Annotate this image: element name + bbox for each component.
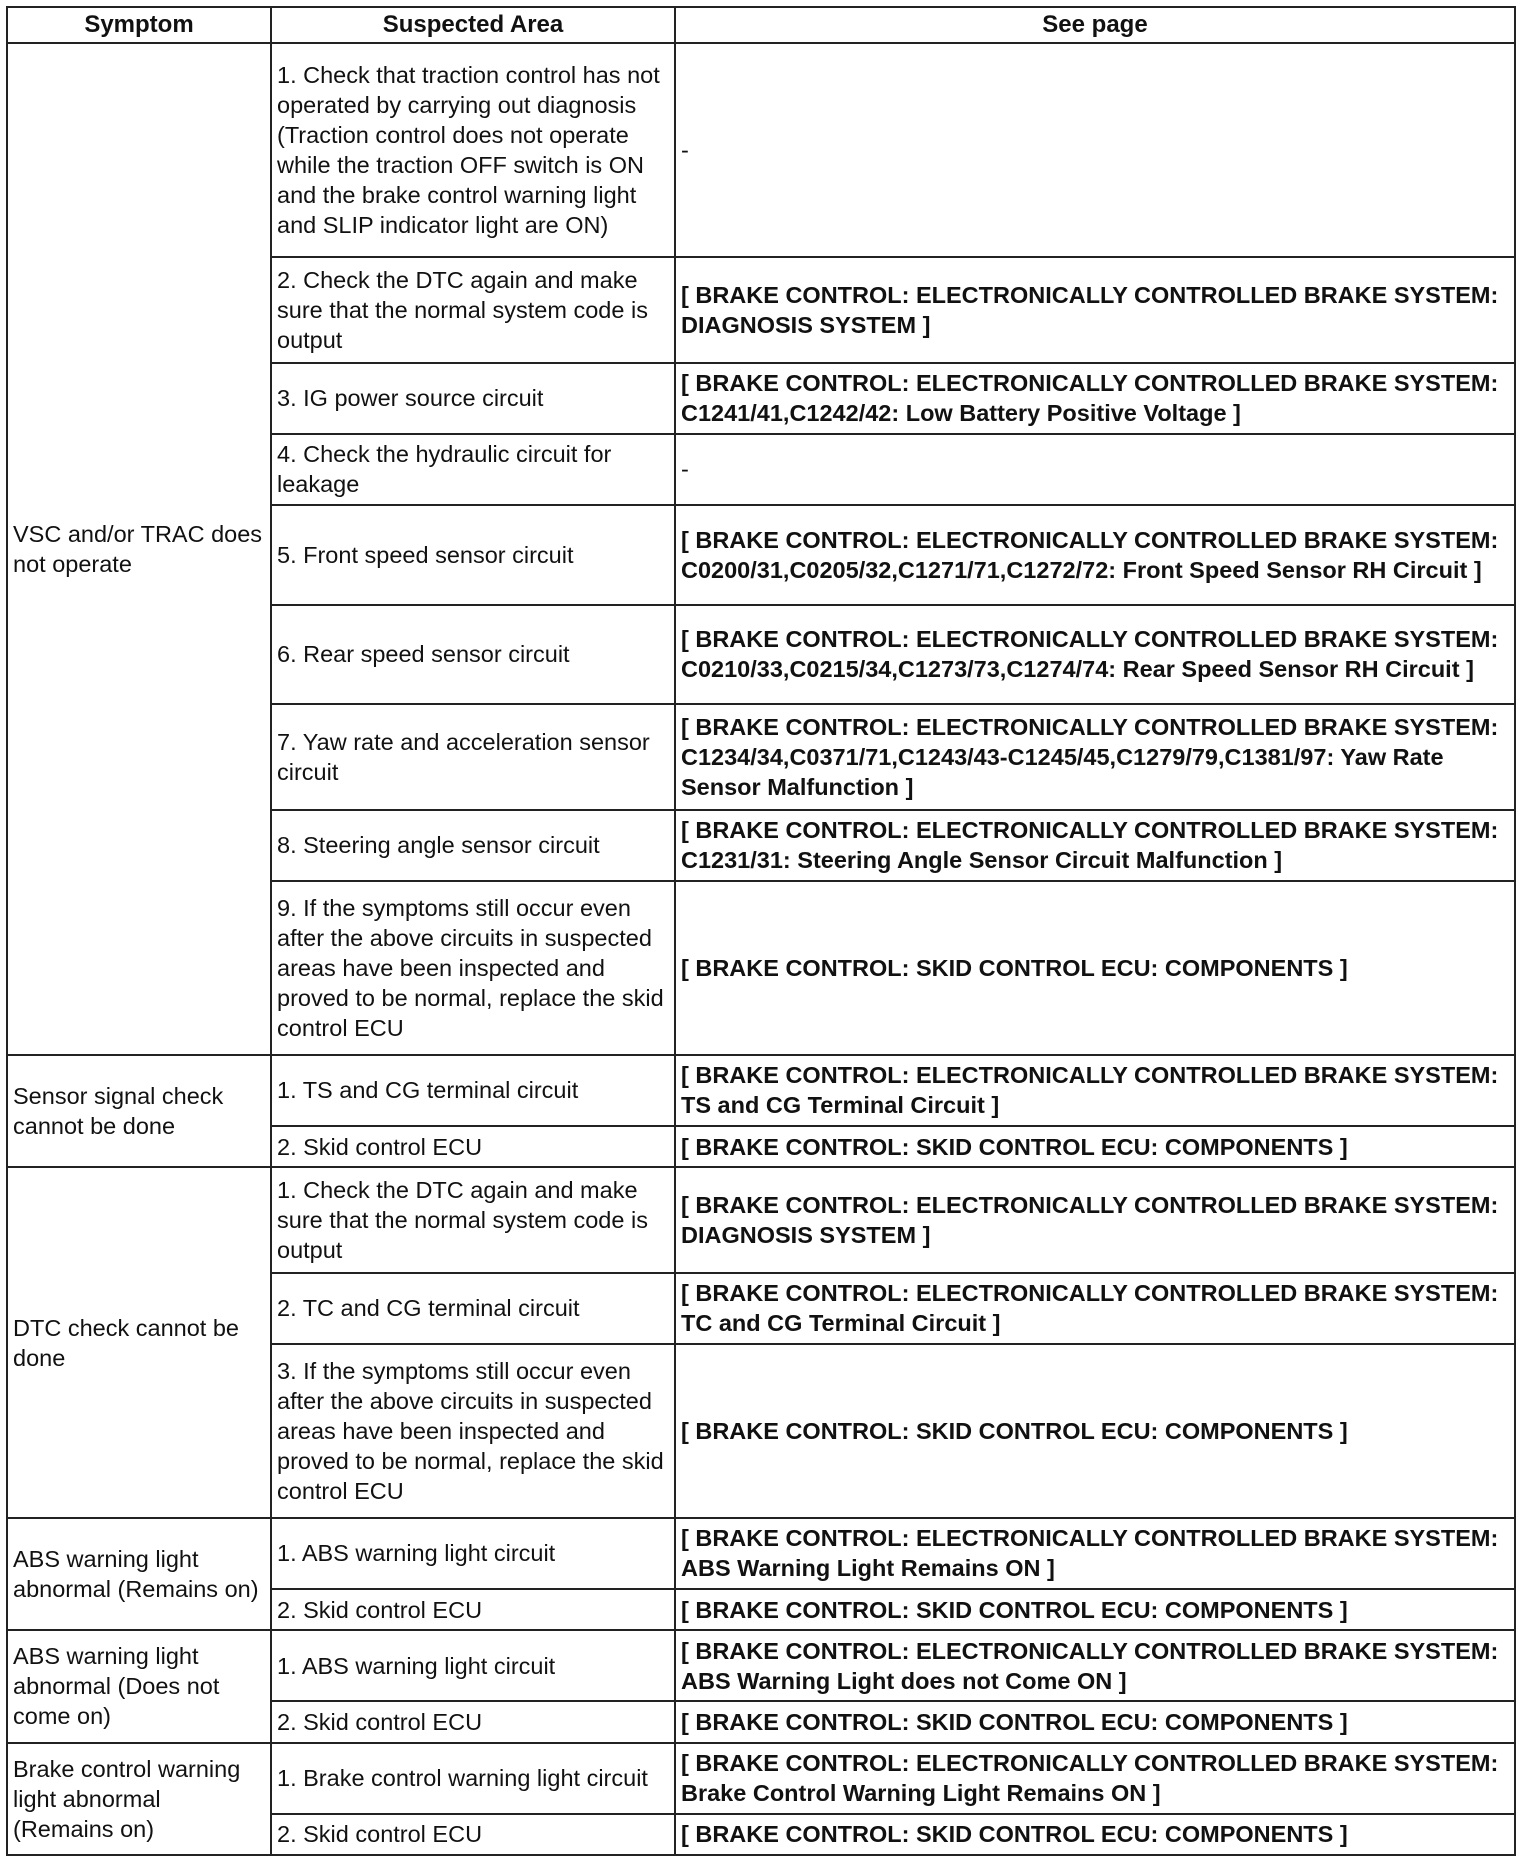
suspected-area-cell: 6. Rear speed sensor circuit xyxy=(271,605,675,705)
see-page-cell: [ BRAKE CONTROL: ELECTRONICALLY CONTROLLED BRAKE SYSTEM: ABS Warning Light Remains ON ] xyxy=(675,1518,1515,1589)
symptom-cell: Sensor signal check cannot be done xyxy=(7,1055,271,1167)
symptom-cell: ABS warning light abnormal (Does not come on) xyxy=(7,1630,271,1742)
suspected-area-cell: 2. Skid control ECU xyxy=(271,1701,675,1742)
see-page-cell: [ BRAKE CONTROL: ELECTRONICALLY CONTROLLED BRAKE SYSTEM: TC and CG Terminal Circuit ] xyxy=(675,1273,1515,1344)
suspected-area-cell: 1. ABS warning light circuit xyxy=(271,1518,675,1589)
see-page-cell: [ BRAKE CONTROL: SKID CONTROL ECU: COMPONENTS ] xyxy=(675,1126,1515,1167)
header-symptom: Symptom xyxy=(7,7,271,43)
see-page-cell: - xyxy=(675,43,1515,257)
see-page-cell: [ BRAKE CONTROL: SKID CONTROL ECU: COMPONENTS ] xyxy=(675,1814,1515,1855)
suspected-area-cell: 1. ABS warning light circuit xyxy=(271,1630,675,1701)
see-page-cell: [ BRAKE CONTROL: ELECTRONICALLY CONTROLLED BRAKE SYSTEM: C1234/34,C0371/71,C1243/43-C1245/45,C1279/79,C1381/97: Yaw Rate Sensor Malfunction ] xyxy=(675,704,1515,809)
suspected-area-cell: 1. TS and CG terminal circuit xyxy=(271,1055,675,1126)
suspected-area-cell: 1. Check that traction control has not operated by carrying out diagnosis (Traction control does not operate while the traction OFF switch is ON and the brake control warning light and SLIP indicator light are ON) xyxy=(271,43,675,257)
symptom-cell: ABS warning light abnormal (Remains on) xyxy=(7,1518,271,1630)
suspected-area-cell: 1. Brake control warning light circuit xyxy=(271,1743,675,1814)
suspected-area-cell: 9. If the symptoms still occur even after the above circuits in suspected areas have been inspected and proved to be normal, replace the skid control ECU xyxy=(271,881,675,1055)
see-page-cell: [ BRAKE CONTROL: ELECTRONICALLY CONTROLLED BRAKE SYSTEM: ABS Warning Light does not Come ON ] xyxy=(675,1630,1515,1701)
see-page-cell: - xyxy=(675,434,1515,505)
suspected-area-cell: 3. IG power source circuit xyxy=(271,363,675,434)
table-row xyxy=(7,1167,1515,1272)
see-page-cell: [ BRAKE CONTROL: ELECTRONICALLY CONTROLLED BRAKE SYSTEM: TS and CG Terminal Circuit ] xyxy=(675,1055,1515,1126)
header-row xyxy=(7,7,1515,43)
see-page-cell: [ BRAKE CONTROL: ELECTRONICALLY CONTROLLED BRAKE SYSTEM: DIAGNOSIS SYSTEM ] xyxy=(675,1167,1515,1272)
suspected-area-cell: 2. Skid control ECU xyxy=(271,1814,675,1855)
table-row xyxy=(7,1630,1515,1701)
suspected-area-cell: 2. Skid control ECU xyxy=(271,1589,675,1630)
table-row xyxy=(7,1743,1515,1814)
see-page-cell: [ BRAKE CONTROL: ELECTRONICALLY CONTROLLED BRAKE SYSTEM: C1231/31: Steering Angle Sensor Circuit Malfunction ] xyxy=(675,810,1515,881)
symptom-cell: VSC and/or TRAC does not operate xyxy=(7,43,271,1055)
suspected-area-cell: 8. Steering angle sensor circuit xyxy=(271,810,675,881)
header-see-page: See page xyxy=(675,7,1515,43)
see-page-cell: [ BRAKE CONTROL: ELECTRONICALLY CONTROLLED BRAKE SYSTEM: DIAGNOSIS SYSTEM ] xyxy=(675,257,1515,362)
table-row xyxy=(7,43,1515,257)
header-suspected-area: Suspected Area xyxy=(271,7,675,43)
symptom-table xyxy=(6,6,1516,1856)
see-page-cell: [ BRAKE CONTROL: SKID CONTROL ECU: COMPONENTS ] xyxy=(675,1701,1515,1742)
see-page-cell: [ BRAKE CONTROL: SKID CONTROL ECU: COMPONENTS ] xyxy=(675,1589,1515,1630)
suspected-area-cell: 2. Check the DTC again and make sure that the normal system code is output xyxy=(271,257,675,362)
suspected-area-cell: 2. TC and CG terminal circuit xyxy=(271,1273,675,1344)
suspected-area-cell: 1. Check the DTC again and make sure that the normal system code is output xyxy=(271,1167,675,1272)
see-page-cell: [ BRAKE CONTROL: ELECTRONICALLY CONTROLLED BRAKE SYSTEM: C1241/41,C1242/42: Low Battery Positive Voltage ] xyxy=(675,363,1515,434)
symptom-cell: DTC check cannot be done xyxy=(7,1167,271,1518)
see-page-cell: [ BRAKE CONTROL: ELECTRONICALLY CONTROLLED BRAKE SYSTEM: C0210/33,C0215/34,C1273/73,C1274/74: Rear Speed Sensor RH Circuit ] xyxy=(675,605,1515,705)
symptom-cell: Brake control warning light abnormal (Remains on) xyxy=(7,1743,271,1855)
table-row xyxy=(7,1518,1515,1589)
suspected-area-cell: 7. Yaw rate and acceleration sensor circuit xyxy=(271,704,675,809)
suspected-area-cell: 4. Check the hydraulic circuit for leakage xyxy=(271,434,675,505)
see-page-cell: [ BRAKE CONTROL: SKID CONTROL ECU: COMPONENTS ] xyxy=(675,1344,1515,1518)
see-page-cell: [ BRAKE CONTROL: ELECTRONICALLY CONTROLLED BRAKE SYSTEM: C0200/31,C0205/32,C1271/71,C1272/72: Front Speed Sensor RH Circuit ] xyxy=(675,505,1515,605)
see-page-cell: [ BRAKE CONTROL: ELECTRONICALLY CONTROLLED BRAKE SYSTEM: Brake Control Warning Light Remains ON ] xyxy=(675,1743,1515,1814)
table-row xyxy=(7,1055,1515,1126)
suspected-area-cell: 3. If the symptoms still occur even after the above circuits in suspected areas have been inspected and proved to be normal, replace the skid control ECU xyxy=(271,1344,675,1518)
suspected-area-cell: 2. Skid control ECU xyxy=(271,1126,675,1167)
suspected-area-cell: 5. Front speed sensor circuit xyxy=(271,505,675,605)
see-page-cell: [ BRAKE CONTROL: SKID CONTROL ECU: COMPONENTS ] xyxy=(675,881,1515,1055)
